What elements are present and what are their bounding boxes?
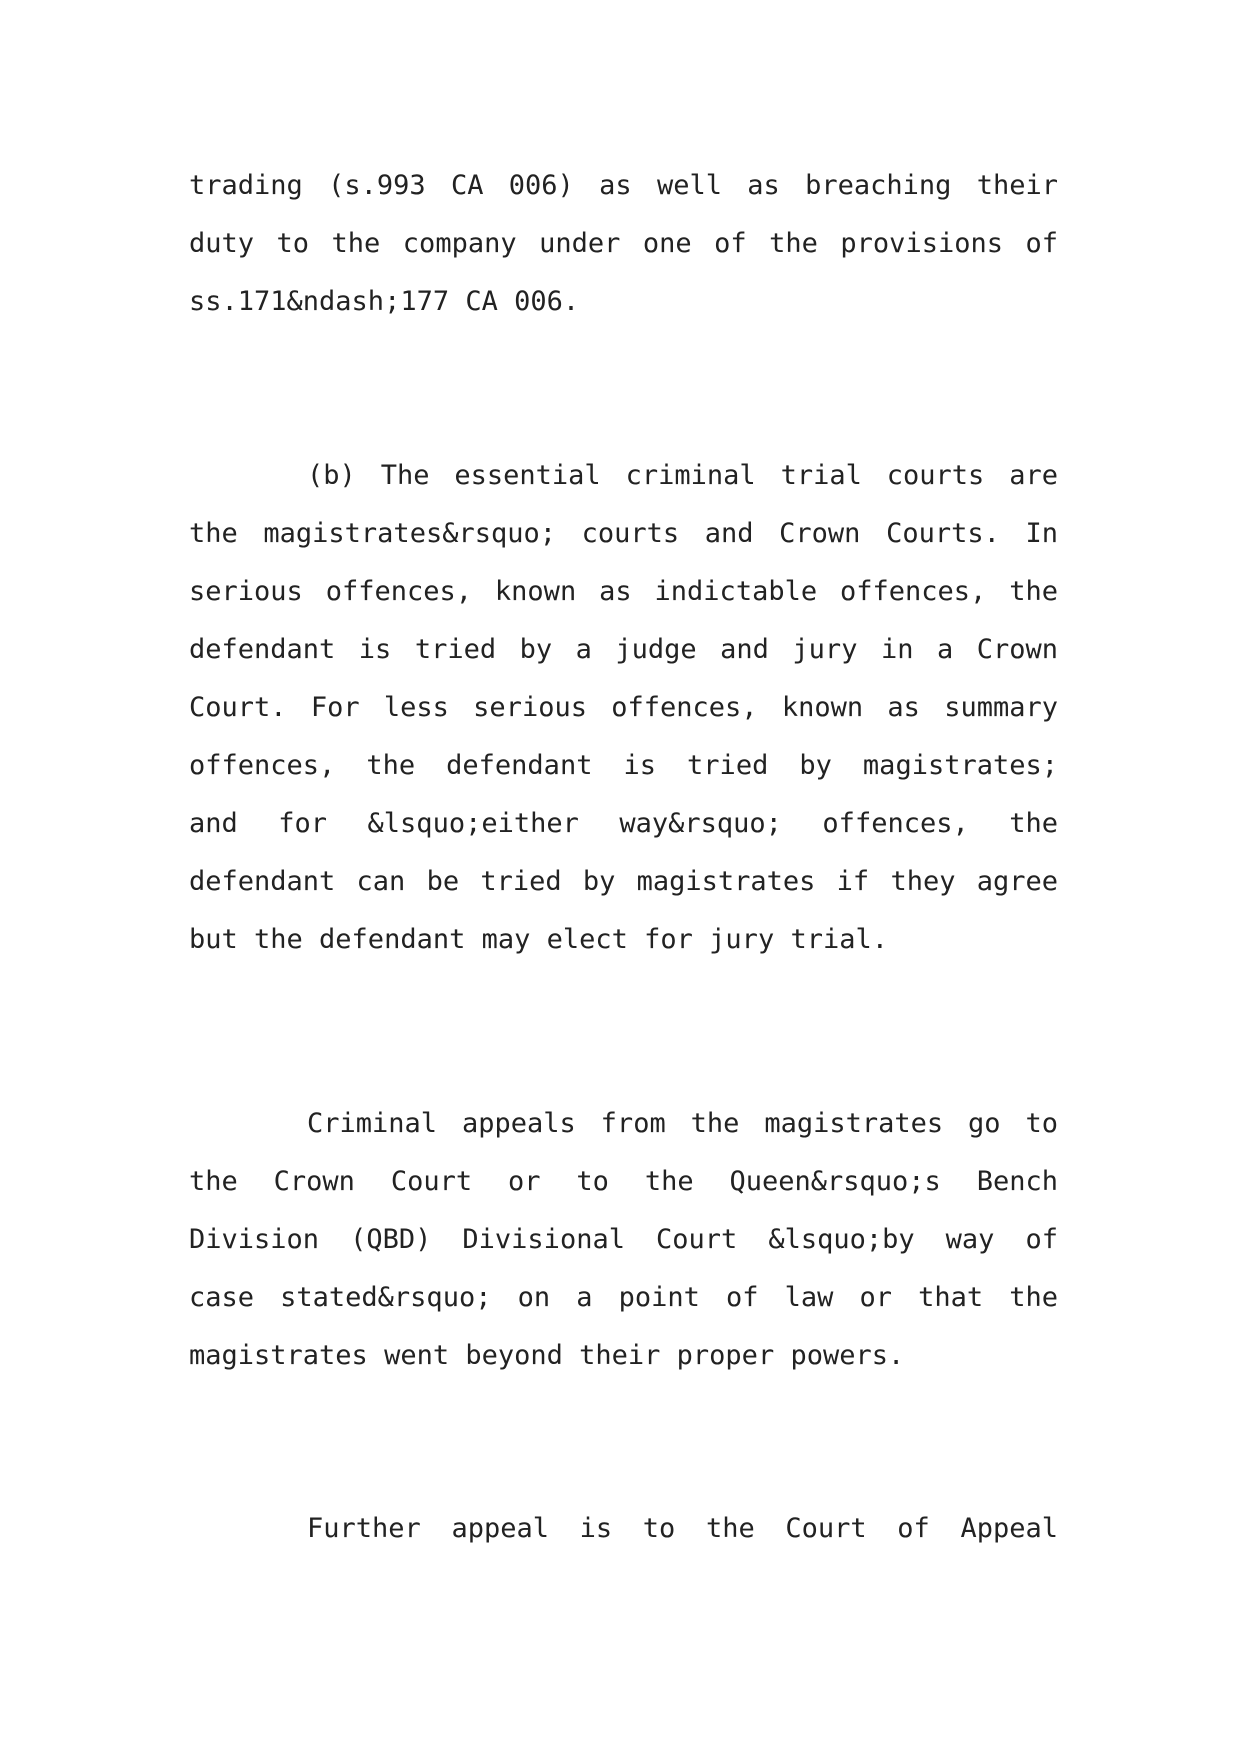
paragraph-line: but the defendant may elect for jury trial. xyxy=(189,924,888,955)
paragraph-line: trading (s.993 CA 006) as well as breaching their xyxy=(189,170,1058,201)
paragraph-line: offences, the defendant is tried by magistrates; xyxy=(189,750,1058,781)
paragraph-line: Criminal appeals from the magistrates go to xyxy=(307,1108,1058,1139)
paragraph-line: defendant can be tried by magistrates if they agree xyxy=(189,866,1058,897)
paragraph-line: magistrates went beyond their proper powers. xyxy=(189,1340,905,1371)
paragraph-line: duty to the company under one of the provisions of xyxy=(189,228,1058,259)
paragraph-line: the Crown Court or to the Queen&rsquo;s Bench xyxy=(189,1166,1058,1197)
paragraph-line: (b) The essential criminal trial courts are xyxy=(307,460,1058,491)
paragraph-line: and for &lsquo;either way&rsquo; offences, the xyxy=(189,808,1058,839)
paragraph-line: ss.171&ndash;177 CA 006. xyxy=(189,286,580,317)
paragraph-line: case stated&rsquo; on a point of law or that the xyxy=(189,1282,1058,1313)
paragraph-line: defendant is tried by a judge and jury in a Crown xyxy=(189,634,1058,665)
paragraph-line: Division (QBD) Divisional Court &lsquo;by way of xyxy=(189,1224,1058,1255)
paragraph-line: Court. For less serious offences, known as summary xyxy=(189,692,1058,723)
paragraph-line: the magistrates&rsquo; courts and Crown Courts. In xyxy=(189,518,1058,549)
paragraph-line: serious offences, known as indictable offences, the xyxy=(189,576,1058,607)
paragraph-line: Further appeal is to the Court of Appeal xyxy=(307,1513,1058,1544)
